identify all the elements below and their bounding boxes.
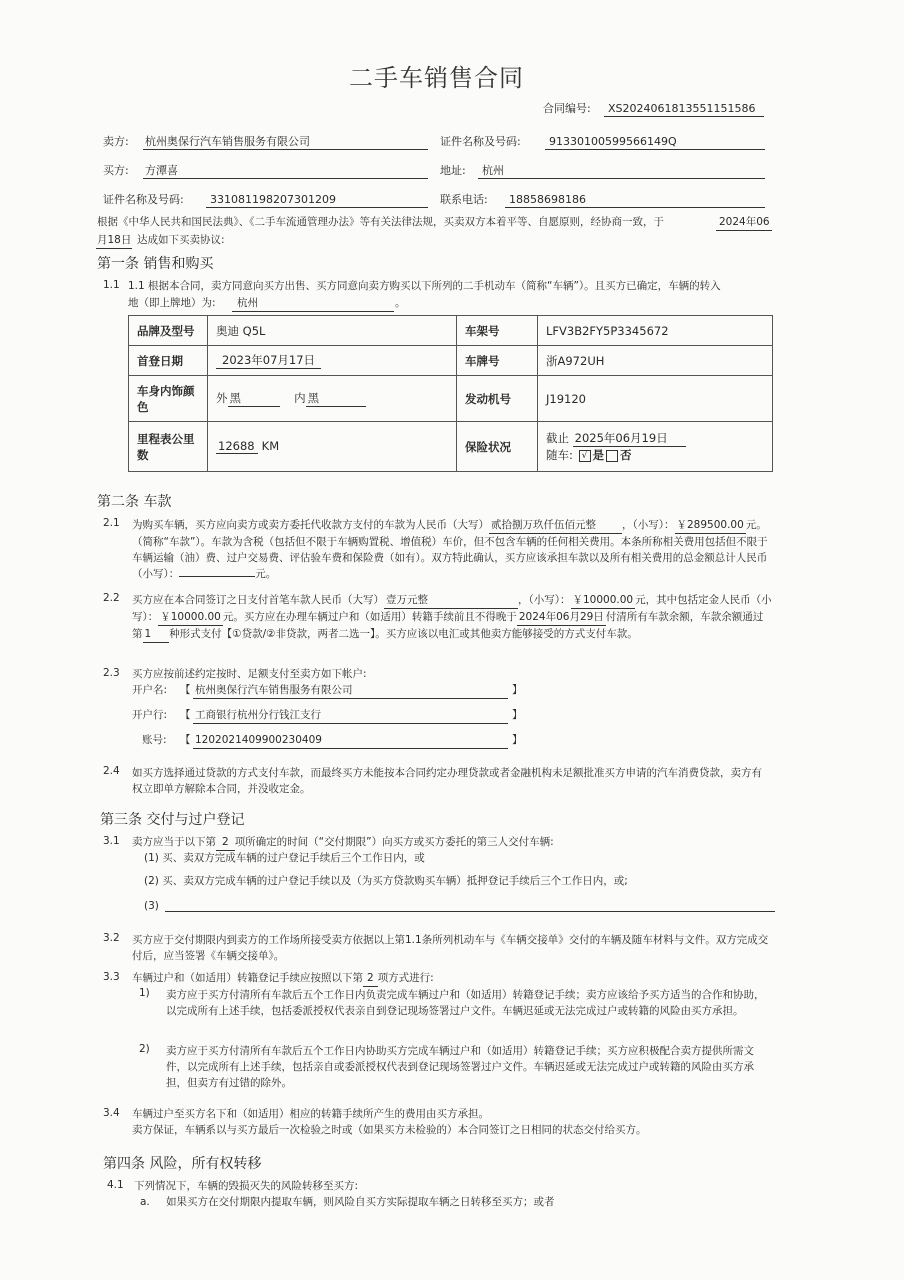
vin-value: LFV3B2FY5P3345672 (538, 316, 773, 346)
phone-underline (505, 207, 765, 208)
buyer-id-label: 证件名称及号码: (103, 193, 184, 206)
account-name-label: 开户名: (132, 684, 168, 696)
insurance-with-line (546, 447, 764, 463)
transfer-item-number: 1) (139, 987, 150, 999)
clause-2-4-text: 如买方选择通过贷款的方式支付车款，而最终买方未能按本合同约定办理贷款或者金融机构未足额批准买方申请的汽车消费贷款，卖方有权立即单方解除本合同，并没收定金。 (132, 767, 762, 795)
contract-number: XS2024061813551151586 (608, 102, 756, 115)
clause-2-2-part-b: ，（小写）： (518, 594, 571, 606)
reg-date-label: 首登日期 (129, 346, 208, 376)
insurance-yes-checkbox[interactable]: √ (579, 450, 591, 462)
clause-3-1-part-b: 项所确定的时间（“交付期限”）向买方或买方委托的第三人交付车辆: (234, 836, 554, 848)
seller-id: 91330100599566149Q (549, 135, 677, 148)
address-label: 地址: (440, 164, 466, 177)
buyer-id-underline (206, 207, 428, 208)
seller-label: 卖方: (103, 135, 129, 148)
clause-2-1-part-a: 为购买车辆，买方应向卖方或卖方委托代收款方支付的车款为人民币（大写） (132, 519, 489, 531)
clause-3-3-part-b: 项方式进行: (377, 972, 434, 984)
clause-number: 3.4 (103, 1107, 120, 1119)
insurance-cell (538, 422, 773, 472)
account-number-underline (193, 748, 508, 749)
clause-2-2-part-c: 元，其中包括定金人民币（小写）： (132, 594, 772, 623)
preamble-line1: 根据《中华人民共和国民法典》、《二手车流通管理办法》等有关法律法规，买卖双方本着平等、自愿原则，经协商一致，于 (97, 216, 664, 228)
bracket-right: 】 (512, 734, 523, 746)
preamble-line2: 达成如下买卖协议: (137, 234, 225, 246)
clause-3-4-text-b: 卖方保证，车辆系以与买方最后一次检验之时或（如果买方未检验的）本合同签订之日相同的状态交付给买方。 (132, 1124, 647, 1136)
clause-4-1-item-a: 如果买方在交付期限内提取车辆，则风险自买方实际提取车辆之日转移至买方；或者 (166, 1196, 555, 1208)
plate-value: 浙A972UH (538, 346, 773, 376)
address-underline (478, 178, 765, 179)
transfer-item-1: 卖方应于买方付清所有车款后五个工作日内负责完成车辆过户和（如适用）转籍登记手续；卖方应该给予买方适当的合作和协助，以完成所有上述手续，包括委派授权代表亲自到登记现场签署过户文件。车辆迟延或无法完成过户或转籍的风险由买方承担。 (166, 989, 765, 1017)
seller-id-underline (545, 149, 765, 150)
first-payment-lower: ￥10000.00 (571, 592, 636, 609)
first-payment-upper: 壹万元整 (384, 592, 518, 609)
clause-number: 3.1 (103, 835, 120, 847)
article1-title: 第一条 销售和购买 (97, 256, 214, 272)
insurance-until-label: 截止 (546, 431, 569, 445)
account-number-label: 账号: (142, 734, 167, 746)
vin-label: 车架号 (457, 316, 538, 346)
clause-number: 3.3 (103, 971, 120, 983)
mileage-unit: KM (261, 439, 280, 453)
clause-3-1-part-a: 卖方应当于以下第 (132, 836, 216, 848)
exterior-color: 黑 (228, 390, 280, 407)
insurance-date: 2025年06月19日 (573, 430, 686, 447)
insurance-with-label: 随车: (546, 448, 573, 462)
transfer-item-2: 卖方应于买方付清所有车款后五个工作日内协助买方完成车辆过户和（如适用）转籍登记手续；买方应积极配合卖方提供所需文件，以完成所有上述手续，包括亲自或委派授权代表到登记现场签署过户文件。车辆迟延或无法完成过户或转籍的风险由买方承担，但卖方有过错的除外。 (166, 1045, 754, 1089)
address: 杭州 (482, 164, 504, 177)
registration-place-underline (232, 311, 394, 312)
mileage-cell (208, 422, 457, 472)
insurance-yes-label: 是 (592, 448, 605, 462)
transfer-option: 2 (363, 971, 378, 987)
mileage-value: 12688 (216, 439, 258, 454)
clause-2-2-part-e: 付清所有车款余额，车款余额通过第 (132, 611, 764, 640)
clause-2-1-part-b: ，（小写）： (622, 519, 675, 531)
delivery-option: 2 (216, 835, 235, 851)
bracket-right: 】 (512, 684, 523, 696)
bracket-left: 【 (180, 684, 191, 696)
insurance-date-line (546, 430, 764, 447)
clause-2-1-part-c: 元。（简称“车款”）。车款为含税（包括但不限于车辆购置税、增值税）车价，但不包含车辆的任何相关费用。本条所称相关费用包括但不限于车辆运输（油）费、过户交易费、评估验车费和保险费（如有）。双方特此确认，买方应该承担车款以及所有相关费用的总金额总计人民币（小写）： (132, 519, 768, 580)
clause-3-3-part-a: 车辆过户和（如适用）转籍登记手续应按照以下第 (132, 972, 363, 984)
clause-number: 4.1 (107, 1179, 124, 1191)
bracket-left: 【 (180, 709, 191, 721)
vehicle-table (128, 315, 773, 472)
preamble-date-part1: 2024年06 (719, 216, 770, 228)
article3-title: 第三条 交付与过户登记 (100, 812, 245, 828)
clause-2-2-part-d: 元。买方应在办理车辆过户和（如适用）转籍手续前且不得晚于 (222, 611, 517, 623)
bank-name-underline (193, 723, 508, 724)
clause-number: 2.2 (103, 592, 120, 604)
vehicle-row-brand (129, 316, 773, 346)
bank-label: 开户行: (132, 709, 168, 721)
article4-title: 第四条 风险，所有权转移 (103, 1156, 262, 1172)
clause-number: 2.3 (103, 667, 120, 679)
insurance-no-label: 否 (620, 448, 632, 462)
preamble-date-part2: 月18日 (97, 234, 132, 246)
plate-label: 车牌号 (457, 346, 538, 376)
seller-id-label: 证件名称及号码: (440, 135, 521, 148)
clause-2-2-part-a: 买方应在本合同签订之日支付首笔车款人民币（大写） (132, 594, 384, 606)
bank-name: 工商银行杭州分行钱江支行 (195, 709, 321, 721)
mileage-label: 里程表公里数 (129, 422, 208, 472)
color-cell (208, 376, 457, 422)
delivery-option-3-blank[interactable] (165, 911, 775, 912)
clause-2-2-part-f: 种形式支付【①贷款/②非贷款，两者二选一】。买方应该以电汇或其他卖方能够接受的方式支付车款。 (169, 628, 638, 640)
clause-number: 1.1 (103, 279, 120, 291)
insurance-no-checkbox[interactable] (606, 450, 618, 462)
clause-1-1-text2: 地（即上牌地）为: (128, 297, 216, 309)
delivery-option-2: (2) 买、卖双方完成车辆的过户登记手续以及（为买方贷款购买车辆）抵押登记手续后三个工作日内，或; (144, 875, 628, 887)
color-label: 车身内饰颜色 (129, 376, 208, 422)
clause-3-2-text: 买方应于交付期限内到卖方的工作场所接受卖方依据以上第1.1条所列机动车与《车辆交接单》交付的车辆及随车材料与文件。双方完成交付后，应当签署《车辆交接单》。 (132, 934, 769, 962)
buyer-label: 买方: (103, 164, 129, 177)
account-name-underline (193, 698, 508, 699)
buyer-underline (143, 178, 428, 179)
clause-2-2-text (132, 592, 772, 643)
clause-2-3-text: 买方应按前述约定按时、足额支付至卖方如下帐户: (132, 668, 367, 680)
clause-number: 2.4 (103, 765, 120, 777)
clause-number: 2.1 (103, 517, 120, 529)
article2-title: 第二条 车款 (97, 494, 172, 510)
deposit-amount: ￥10000.00 (158, 609, 223, 626)
insurance-label: 保险状况 (457, 422, 538, 472)
clause-4-1-item-letter: a. (140, 1196, 150, 1208)
brand-label: 品牌及型号 (129, 316, 208, 346)
phone: 18858698186 (509, 193, 586, 206)
clause-4-1-text: 下列情况下，车辆的毁损灭失的风险转移至买方: (134, 1180, 359, 1192)
reg-date-value: 2023年07月17日 (216, 352, 321, 369)
total-with-fees-blank[interactable] (179, 576, 255, 577)
seller-name: 杭州奥保行汽车销售服务有限公司 (145, 135, 310, 148)
clause-2-1-text (132, 517, 772, 582)
total-price-lower: ￥289500.00 (675, 517, 746, 534)
clause-3-3-text (132, 971, 434, 987)
seller-underline (143, 149, 428, 150)
account-number: 1202021409900230409 (195, 734, 322, 746)
clause-3-4-text-a: 车辆过户至买方名下和（如适用）相应的转籍手续所产生的费用由买方承担。 (132, 1108, 489, 1120)
vehicle-row-color (129, 376, 773, 422)
delivery-option-1: (1) 买、卖双方完成车辆的过户登记手续后三个工作日内，或 (144, 852, 425, 864)
clause-3-1-text (132, 835, 554, 851)
contract-number-underline (604, 116, 764, 117)
clause-2-1-part-d: 元。 (255, 568, 277, 580)
bracket-right: 】 (512, 709, 523, 721)
reg-date-cell (208, 346, 457, 376)
registration-place: 杭州 (237, 297, 258, 309)
engine-label: 发动机号 (457, 376, 538, 422)
contract-number-label: 合同编号: (543, 102, 591, 115)
total-price-upper: 贰拾捌万玖仟伍佰元整 (489, 517, 622, 534)
brand-value: 奥迪 Q5L (208, 316, 457, 346)
interior-label: 内 (294, 391, 306, 405)
vehicle-row-mileage (129, 422, 773, 472)
payment-method: 1 (143, 626, 170, 643)
clause-1-1-end: 。 (395, 297, 406, 309)
preamble-date-underline2 (96, 248, 132, 249)
engine-value: J19120 (538, 376, 773, 422)
document-title: 二手车销售合同 (349, 64, 524, 92)
phone-label: 联系电话: (440, 193, 488, 206)
clause-number: 3.2 (103, 932, 120, 944)
balance-due-date: 2024年06月29日 (517, 609, 606, 626)
buyer-id: 331081198207301209 (210, 193, 336, 206)
clause-1-1-text: 1.1 根据本合同，卖方同意向买方出售、买方同意向卖方购买以下所列的二手机动车（简称“车辆”）。且买方已确定，车辆的转入 (128, 280, 721, 292)
transfer-item-number: 2) (139, 1043, 150, 1055)
interior-color: 黑 (306, 390, 366, 407)
bracket-left: 【 (180, 734, 191, 746)
account-name: 杭州奥保行汽车销售服务有限公司 (195, 684, 353, 696)
preamble-date-underline1 (716, 230, 772, 231)
buyer-name: 方潭喜 (145, 164, 178, 177)
delivery-option-3: (3) (144, 900, 159, 912)
vehicle-row-reg (129, 346, 773, 376)
exterior-label: 外 (216, 391, 228, 405)
